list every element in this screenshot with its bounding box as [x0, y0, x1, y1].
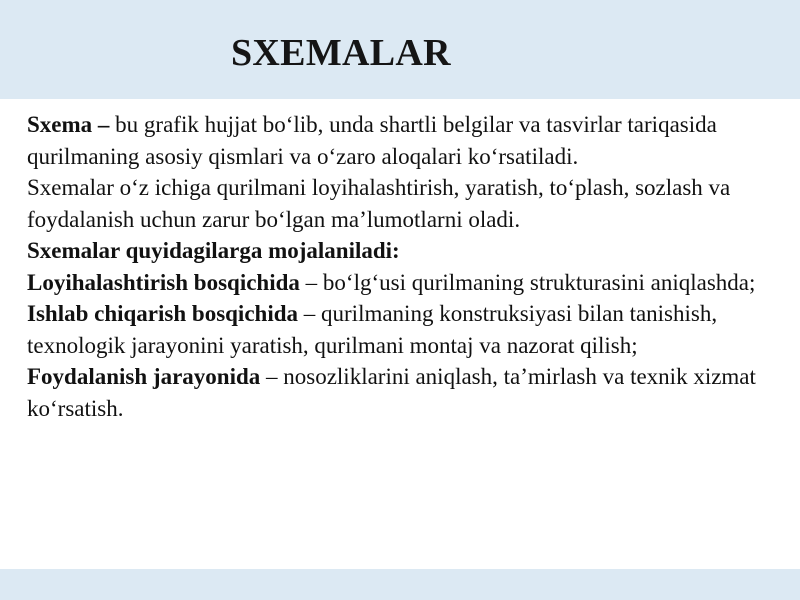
definition-text: bu grafik hujjat bo‘lib, unda shartli belgilar va tasvirlar tariqasida qurilmaning asosiy qismlari va o‘zaro aloqalari ko‘rsatiladi. — [27, 112, 717, 169]
definition-dash: – — [92, 112, 116, 137]
slide-body — [27, 109, 787, 424]
list-item — [27, 361, 787, 424]
list-item-term: Foydalanish jarayonida — [27, 364, 261, 389]
definition-paragraph — [27, 109, 787, 172]
list-item — [27, 267, 787, 299]
list-heading-text: Sxemalar quyidagilarga mojalaniladi: — [27, 238, 400, 263]
list-item-term: Loyihalashtirish bosqichida — [27, 269, 300, 295]
list-item — [27, 298, 787, 361]
list-item-text: – qurilmaning konstruksiyasi bilan tanishish, texnologik jarayonini yaratish, qurilmani montaj va nazorat qilish; — [27, 301, 718, 358]
list-heading — [27, 235, 787, 267]
footer-band — [0, 569, 800, 600]
list-item-text: – bo‘lg‘usi qurilmaning strukturasini aniqlashda; — [299, 269, 756, 295]
purpose-paragraph: Sxemalar o‘z ichiga qurilmani loyihalashtirish, yaratish, to‘plash, sozlash va foydalanish uchun zarur bo‘lgan ma’lumotlarni oladi. — [27, 175, 731, 232]
list-item-text: – nosozliklarini aniqlash, ta’mirlash va texnik xizmat ko‘rsatish. — [27, 364, 756, 421]
definition-term: Sxema — [27, 112, 93, 137]
page-title: SXEMALAR — [231, 32, 451, 74]
list-item-term: Ishlab chiqarish bosqichida — [27, 301, 299, 326]
